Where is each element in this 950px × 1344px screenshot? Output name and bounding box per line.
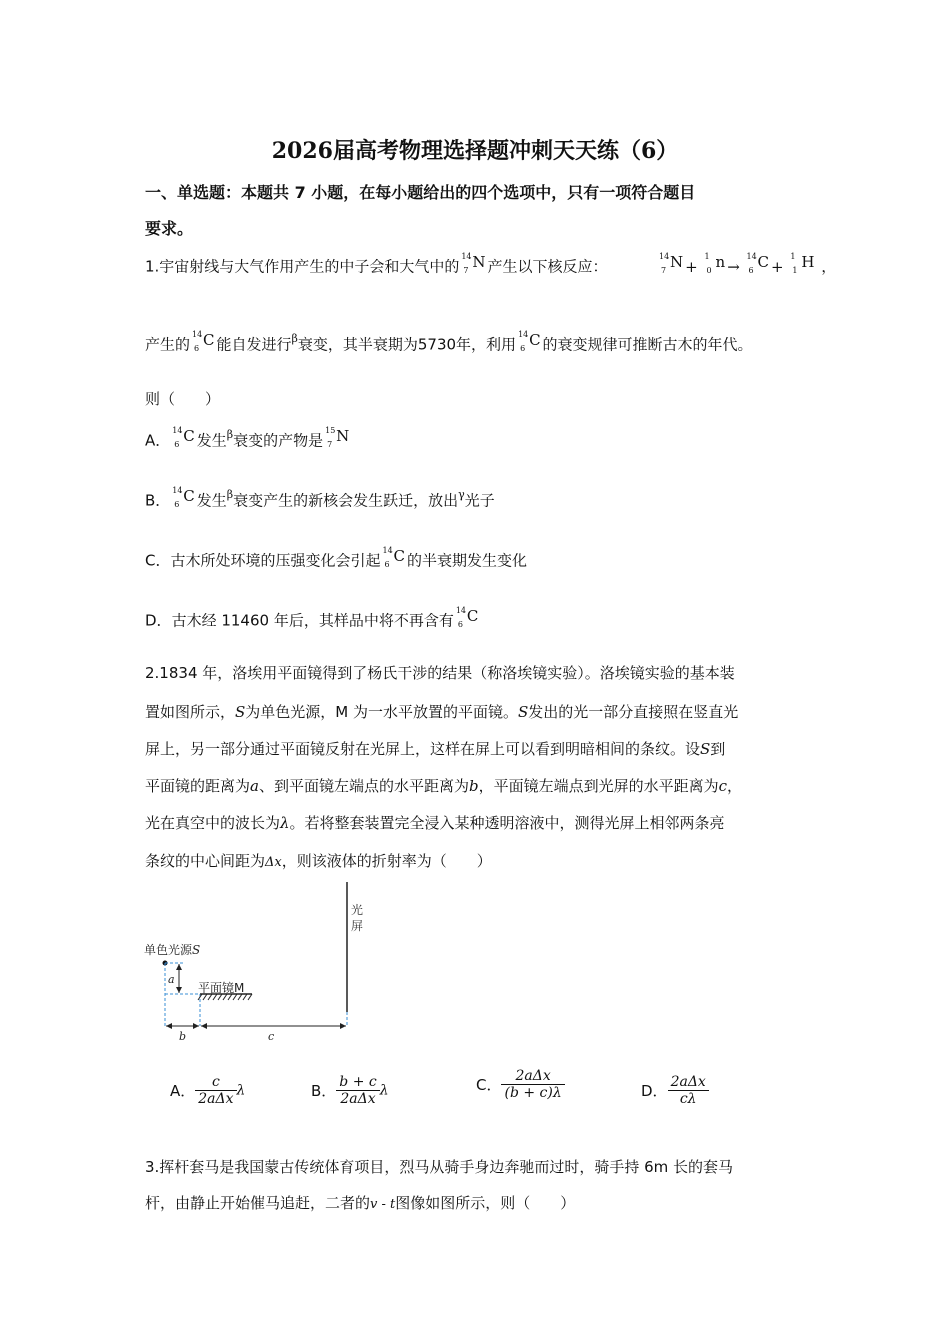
screen-label-1: 光: [351, 903, 364, 917]
lloyd-mirror-diagram: [140, 878, 380, 1048]
q2-option-b[interactable]: B． $\frac{b + c}{\text{2aΔx}}$ λ: [311, 1074, 389, 1107]
q1-line2: 产生的 14 6 C 能自发进行$^\beta$衰变，其半衰期为5730年，利用 14 6 C 的衰变规律可推断古木的年代。: [145, 330, 753, 354]
q2-line5: 光在真空中的波长为λ。若将整套装置完全浸入某种透明溶液中，测得光屏上相邻两条亮: [145, 814, 725, 832]
q2-line6: 条纹的中心间距为Δx，则该液体的折射率为（ ）: [145, 852, 492, 870]
mirror-label: 平面镜M: [198, 981, 245, 995]
dimension-a-label: a: [168, 973, 175, 986]
q2-option-a[interactable]: A． $\frac{c}{\text{2aΔx}}$ λ: [170, 1074, 246, 1107]
nuclear-reaction: 14 7 N + 1 0 n → 14 6 C + 1 1 H: [659, 252, 815, 276]
q2-line3: 屏上，另一部分通过平面镜反射在光屏上，这样在屏上可以看到明暗相间的条纹。设S到: [145, 740, 726, 758]
q1-option-a[interactable]: A． 14 6 C 发生$^\beta$衰变的产物是 15 7 N: [145, 426, 350, 450]
q1-option-d[interactable]: D．古木经 11460 年后，其样品中将不再含有 14 6 C: [145, 606, 479, 630]
nuclide-n14: 14 7 N: [461, 252, 486, 275]
q1-line3: 则（ ）: [145, 390, 221, 408]
q2-option-c[interactable]: C． $\frac{\text{2aΔx}}{(b + c)\lambda}$: [476, 1068, 565, 1101]
q1-line1: 1.宇宙射线与大气作用产生的中子会和大气中的 14 7 N 产生以下核反应： 14 7 N + 1 0 n → 14 6 C + 1 1 H ，: [145, 252, 836, 282]
q2-line4: 平面镜的距离为a、到平面镜左端点的水平距离为b，平面镜左端点到光屏的水平距离为c，: [145, 777, 743, 795]
dimension-b-label: b: [179, 1030, 187, 1043]
section-heading-line2: 要求。: [145, 219, 194, 238]
source-label: 单色光源S: [144, 943, 201, 957]
q1-option-b[interactable]: B． 14 6 C 发生$^\beta$衰变产生的新核会发生跃迁，放出$^\gamma$光子: [145, 486, 495, 510]
q2-line1: 2.1834 年，洛埃用平面镜得到了杨氏干涉的结果（称洛埃镜实验）。洛埃镜实验的基本装: [145, 664, 735, 682]
q3-line1: 3.挥杆套马是我国蒙古传统体育项目，烈马从骑手身边奔驰而过时，骑手持 6m 长的套马: [145, 1158, 734, 1176]
q1-option-c[interactable]: C．古木所处环境的压强变化会引起 14 6 C 的半衰期发生变化: [145, 546, 527, 570]
page-title: 2026届高考物理选择题冲刺天天练（6）: [271, 138, 679, 164]
q3-line2: 杆，由静止开始催马追赶，二者的v - t图像如图所示，则（ ）: [145, 1194, 576, 1212]
screen-label-2: 屏: [351, 919, 364, 933]
section-heading-line1: 一、单选题：本题共 7 小题，在每小题给出的四个选项中，只有一项符合题目: [145, 183, 696, 202]
q2-option-d[interactable]: D． $\frac{\text{2aΔx}}{c\lambda}$: [641, 1074, 709, 1107]
q2-line2: 置如图所示，S为单色光源，M 为一水平放置的平面镜。S发出的光一部分直接照在竖直光: [145, 703, 739, 721]
dimension-c-label: c: [268, 1030, 275, 1043]
